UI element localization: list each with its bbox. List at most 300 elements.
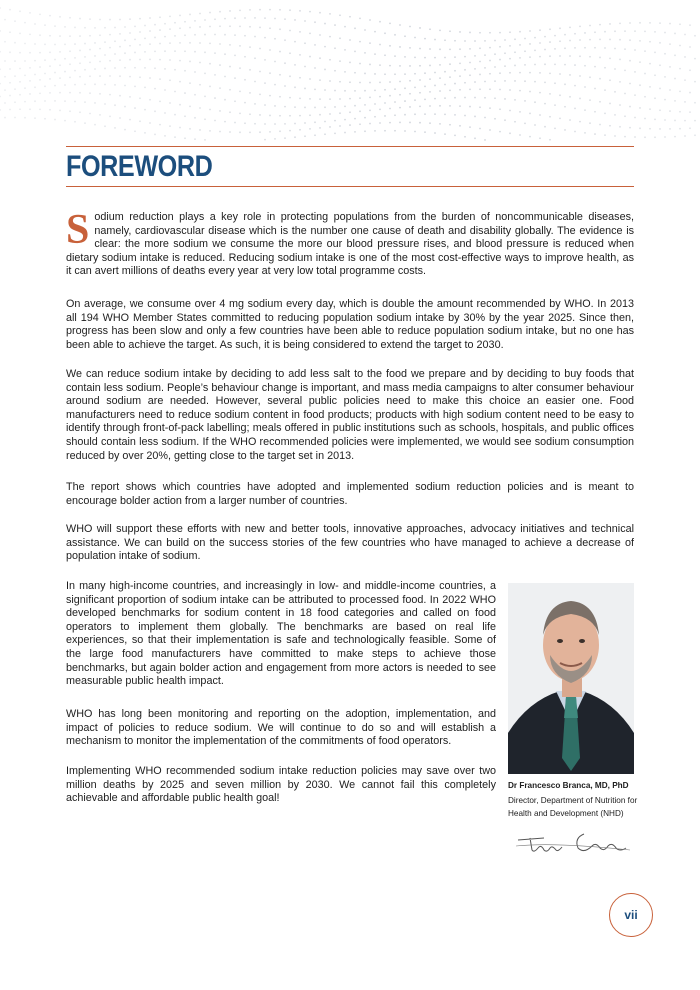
pattern-dot xyxy=(599,124,601,126)
pattern-dot xyxy=(499,32,501,34)
pattern-dot xyxy=(584,32,586,34)
pattern-dot xyxy=(694,120,696,122)
pattern-dot xyxy=(459,62,461,64)
pattern-dot xyxy=(129,76,131,78)
pattern-dot xyxy=(219,87,221,89)
pattern-dot xyxy=(284,85,286,87)
pattern-dot xyxy=(464,136,466,138)
pattern-dot xyxy=(429,105,431,107)
pattern-dot xyxy=(299,10,301,12)
pattern-dot xyxy=(524,122,526,124)
intro-paragraph xyxy=(66,207,634,279)
pattern-dot xyxy=(599,39,601,41)
pattern-dot xyxy=(489,60,491,62)
pattern-dot xyxy=(469,126,471,128)
pattern-dot xyxy=(589,122,591,124)
pattern-dot xyxy=(0,7,1,9)
pattern-dot xyxy=(684,56,686,58)
pattern-dot xyxy=(414,73,416,75)
heading-bottom-rule xyxy=(66,186,634,187)
pattern-dot xyxy=(334,132,336,134)
pattern-dot xyxy=(204,19,206,21)
pattern-dot xyxy=(169,15,171,17)
pattern-dot xyxy=(444,71,446,73)
pattern-dot xyxy=(424,38,426,40)
pattern-dot xyxy=(69,110,71,112)
pattern-dot xyxy=(194,71,196,73)
pattern-dot xyxy=(19,94,21,96)
pattern-dot xyxy=(349,124,351,126)
pattern-dot xyxy=(404,35,406,37)
pattern-dot xyxy=(184,115,186,117)
pattern-dot xyxy=(604,89,606,91)
pattern-dot xyxy=(164,135,166,137)
pattern-dot xyxy=(484,40,486,42)
pattern-dot xyxy=(504,65,506,67)
pattern-dot xyxy=(254,123,256,125)
pattern-dot xyxy=(24,60,26,62)
pattern-dot xyxy=(209,26,211,28)
pattern-dot xyxy=(444,57,446,59)
pattern-dot xyxy=(414,37,416,39)
pattern-dot xyxy=(614,114,616,116)
pattern-dot xyxy=(34,74,36,76)
pattern-dot xyxy=(244,56,246,58)
pattern-dot xyxy=(624,30,626,32)
pattern-dot xyxy=(229,131,231,133)
pattern-dot xyxy=(659,88,661,90)
pattern-dot xyxy=(159,29,161,31)
pattern-dot xyxy=(64,100,66,102)
pattern-dot xyxy=(689,24,691,26)
pattern-dot xyxy=(189,105,191,107)
pattern-dot xyxy=(214,18,216,20)
pattern-dot xyxy=(644,96,646,98)
pattern-dot xyxy=(354,27,356,29)
pattern-dot xyxy=(99,114,101,116)
pattern-dot xyxy=(199,107,201,109)
pattern-dot xyxy=(539,137,541,139)
pattern-dot xyxy=(274,61,276,63)
body-paragraph-3: The report shows which countries have adopted and implemented sodium reduction policies and is meant to encourage bolder action from a larger number of countries. xyxy=(66,481,634,507)
pattern-dot xyxy=(599,57,601,59)
pattern-dot xyxy=(524,38,526,40)
pattern-dot xyxy=(644,31,646,33)
pattern-dot xyxy=(44,24,46,26)
pattern-dot xyxy=(49,65,51,67)
pattern-dot xyxy=(659,22,661,24)
pattern-dot xyxy=(539,72,541,74)
pattern-dot xyxy=(139,97,141,99)
pattern-dot xyxy=(189,42,191,44)
pattern-dot xyxy=(384,115,386,117)
pattern-dot xyxy=(129,32,131,34)
pattern-dot xyxy=(144,51,146,53)
pattern-dot xyxy=(444,97,446,99)
pattern-dot xyxy=(514,99,516,101)
pattern-dot xyxy=(479,74,481,76)
pattern-dot xyxy=(289,115,291,117)
pattern-dot xyxy=(109,19,111,21)
pattern-dot xyxy=(409,106,411,108)
pattern-dot xyxy=(249,92,251,94)
pattern-dot xyxy=(624,48,626,50)
pattern-dot xyxy=(619,81,621,83)
pattern-dot xyxy=(544,81,546,83)
pattern-dot xyxy=(524,50,526,52)
heading-top-rule xyxy=(66,146,634,147)
pattern-dot xyxy=(689,127,691,129)
pattern-dot xyxy=(189,128,191,130)
pattern-dot xyxy=(494,118,496,120)
pattern-dot xyxy=(44,59,46,61)
pattern-dot xyxy=(164,112,166,114)
pattern-dot xyxy=(374,31,376,33)
pattern-dot xyxy=(114,40,116,42)
pattern-dot xyxy=(39,109,41,111)
pattern-dot xyxy=(114,104,116,106)
pattern-dot xyxy=(279,51,281,53)
pattern-dot xyxy=(264,82,266,84)
pattern-dot xyxy=(24,87,26,89)
pattern-dot xyxy=(194,117,196,119)
pattern-dot xyxy=(679,90,681,92)
pattern-dot xyxy=(414,86,416,88)
pattern-dot xyxy=(384,89,386,91)
pattern-dot xyxy=(669,43,671,45)
pattern-dot xyxy=(209,109,211,111)
pattern-dot xyxy=(184,92,186,94)
pattern-dot xyxy=(0,68,1,70)
pattern-dot xyxy=(489,47,491,49)
pattern-dot xyxy=(129,45,131,47)
pattern-dot xyxy=(259,48,261,50)
pattern-dot xyxy=(349,98,351,100)
page-title: FOREWORD xyxy=(66,150,213,183)
pattern-dot xyxy=(384,130,386,132)
pattern-dot xyxy=(484,139,486,141)
pattern-dot xyxy=(524,64,526,66)
pattern-dot xyxy=(334,24,336,26)
pattern-dot xyxy=(149,17,151,19)
pattern-dot xyxy=(134,107,136,109)
pattern-dot xyxy=(374,73,376,75)
pattern-dot xyxy=(439,123,441,125)
pattern-dot xyxy=(579,121,581,123)
pattern-dot xyxy=(209,86,211,88)
pattern-dot xyxy=(684,101,686,103)
pattern-dot xyxy=(74,84,76,86)
pattern-dot xyxy=(374,116,376,118)
pattern-dot xyxy=(124,106,126,108)
pattern-dot xyxy=(339,60,341,62)
pattern-dot xyxy=(369,97,371,99)
pattern-dot xyxy=(344,132,346,134)
pattern-dot xyxy=(479,88,481,90)
body-paragraph-5: In many high-income countries, and increasingly in low- and middle-income countries, a significant proportion of sodium intake can be attributed to processed food. In 2022 WHO developed benchmarks for sodium content in 18 food categories and called on food operators to implement them globally. The benchmarks are based on real life experiences, so that their implementation is safe and technologically feasible. Some of the large food manufacturers have committed to make steps to achieve those benchmarks, but again bolder action and engagement from more actors is needed to see measurable public health impact. xyxy=(66,580,496,688)
pattern-dot xyxy=(359,123,361,125)
pattern-dot xyxy=(644,73,646,75)
pattern-dot xyxy=(24,101,26,103)
pattern-dot xyxy=(529,91,531,93)
pattern-dot xyxy=(134,38,136,40)
pattern-dot xyxy=(404,87,406,89)
pattern-dot xyxy=(244,79,246,81)
pattern-dot xyxy=(194,20,196,22)
pattern-dot xyxy=(134,67,136,69)
pattern-dot xyxy=(579,98,581,100)
pattern-dot xyxy=(559,94,561,96)
pattern-dot xyxy=(389,108,391,110)
pattern-dot xyxy=(294,123,296,125)
pattern-dot xyxy=(399,24,401,26)
pattern-dot xyxy=(339,98,341,100)
pattern-dot xyxy=(604,31,606,33)
pattern-dot xyxy=(64,71,66,73)
pattern-dot xyxy=(549,72,551,74)
pattern-dot xyxy=(194,34,196,36)
pattern-dot xyxy=(219,43,221,45)
pattern-dot xyxy=(29,108,31,110)
pattern-dot xyxy=(519,72,521,74)
pattern-dot xyxy=(294,106,296,108)
pattern-dot xyxy=(634,49,636,51)
pattern-dot xyxy=(269,49,271,51)
pattern-dot xyxy=(59,16,61,18)
pattern-dot xyxy=(394,114,396,116)
pattern-dot xyxy=(309,56,311,58)
pattern-dot xyxy=(369,19,371,21)
pattern-dot xyxy=(649,63,651,65)
pattern-dot xyxy=(34,43,36,45)
pattern-dot xyxy=(274,105,276,107)
pattern-dot xyxy=(574,108,576,110)
pattern-dot xyxy=(634,136,636,138)
pattern-dot xyxy=(609,103,611,105)
pattern-dot xyxy=(404,56,406,58)
pattern-dot xyxy=(669,66,671,68)
pattern-dot xyxy=(294,19,296,21)
pattern-dot xyxy=(499,108,501,110)
pattern-dot xyxy=(59,92,61,94)
pattern-dot xyxy=(259,27,261,29)
pattern-dot xyxy=(94,83,96,85)
pattern-dot xyxy=(634,71,636,73)
pattern-dot xyxy=(79,35,81,37)
pattern-dot xyxy=(209,43,211,45)
pattern-dot xyxy=(409,65,411,67)
pattern-dot xyxy=(499,46,501,48)
pattern-dot xyxy=(609,125,611,127)
pattern-dot xyxy=(459,48,461,50)
pattern-dot xyxy=(204,139,206,141)
pattern-dot xyxy=(464,69,466,71)
pattern-dot xyxy=(229,10,231,12)
pattern-dot xyxy=(419,65,421,67)
pattern-dot xyxy=(339,125,341,127)
pattern-dot xyxy=(654,97,656,99)
pattern-dot xyxy=(139,120,141,122)
pattern-dot xyxy=(254,57,256,59)
pattern-dot xyxy=(209,130,211,132)
pattern-dot xyxy=(219,64,221,66)
pattern-dot xyxy=(94,124,96,126)
pattern-dot xyxy=(674,33,676,35)
pattern-dot xyxy=(239,9,241,11)
pattern-dot xyxy=(294,136,296,138)
pattern-dot xyxy=(334,70,336,72)
pattern-dot xyxy=(429,91,431,93)
pattern-dot xyxy=(369,109,371,111)
pattern-dot xyxy=(454,70,456,72)
pattern-dot xyxy=(119,75,121,77)
pattern-dot xyxy=(319,98,321,100)
pattern-dot xyxy=(14,101,16,103)
pattern-dot xyxy=(249,9,251,11)
pattern-dot xyxy=(14,88,16,90)
pattern-dot xyxy=(224,76,226,78)
pattern-dot xyxy=(384,102,386,104)
pattern-dot xyxy=(239,67,241,69)
pattern-dot xyxy=(564,129,566,131)
pattern-dot xyxy=(439,90,441,92)
pattern-dot xyxy=(389,22,391,24)
pattern-dot xyxy=(174,50,176,52)
pattern-dot xyxy=(564,64,566,66)
pattern-dot xyxy=(669,23,671,25)
pattern-dot xyxy=(184,21,186,23)
pattern-dot xyxy=(364,73,366,75)
pattern-dot xyxy=(554,127,556,129)
pattern-dot xyxy=(14,20,16,22)
pattern-dot xyxy=(89,49,91,51)
pattern-dot xyxy=(49,15,51,17)
pattern-dot xyxy=(499,131,501,133)
pattern-dot xyxy=(399,122,401,124)
pattern-dot xyxy=(514,80,516,82)
pattern-dot xyxy=(349,111,351,113)
body-paragraph-4: WHO will support these efforts with new and better tools, innovative approaches, advocacy initiatives and technical assistance. We can build on the success stories of the few countries who have managed to achieve a decrease of population intake of sodium. xyxy=(66,523,634,563)
pattern-dot xyxy=(0,96,1,98)
pattern-dot xyxy=(309,128,311,130)
pattern-dot xyxy=(559,40,561,42)
pattern-dot xyxy=(119,19,121,21)
pattern-dot xyxy=(379,44,381,46)
pattern-dot xyxy=(464,97,466,99)
pattern-dot xyxy=(479,47,481,49)
pattern-dot xyxy=(589,99,591,101)
pattern-dot xyxy=(264,123,266,125)
pattern-dot xyxy=(434,39,436,41)
pattern-dot xyxy=(514,65,516,67)
pattern-dot xyxy=(269,115,271,117)
pattern-dot xyxy=(584,132,586,134)
pattern-dot xyxy=(184,137,186,139)
pattern-dot xyxy=(219,131,221,133)
pattern-dot xyxy=(394,130,396,132)
pattern-dot xyxy=(364,52,366,54)
pattern-dot xyxy=(299,31,301,33)
pattern-dot xyxy=(189,14,191,16)
pattern-dot xyxy=(304,88,306,90)
pattern-dot xyxy=(279,130,281,132)
pattern-dot xyxy=(254,103,256,105)
pattern-dot xyxy=(489,32,491,34)
pattern-dot xyxy=(359,97,361,99)
pattern-dot xyxy=(319,34,321,36)
pattern-dot xyxy=(349,62,351,64)
pattern-dot xyxy=(654,74,656,76)
pattern-dot xyxy=(154,67,156,69)
pattern-dot xyxy=(509,132,511,134)
pattern-dot xyxy=(484,97,486,99)
pattern-dot xyxy=(629,22,631,24)
pattern-dot xyxy=(179,81,181,83)
pattern-dot xyxy=(69,50,71,52)
pattern-dot xyxy=(559,27,561,29)
pattern-dot xyxy=(19,81,21,83)
pattern-dot xyxy=(399,94,401,96)
pattern-dot xyxy=(24,43,26,45)
pattern-dot xyxy=(409,26,411,28)
pattern-dot xyxy=(539,114,541,116)
pattern-dot xyxy=(544,126,546,128)
pattern-dot xyxy=(249,69,251,71)
pattern-dot xyxy=(164,36,166,38)
pattern-dot xyxy=(584,109,586,111)
pattern-dot xyxy=(224,99,226,101)
pattern-dot xyxy=(19,33,21,35)
pattern-dot xyxy=(634,94,636,96)
pattern-dot xyxy=(304,20,306,22)
pattern-dot xyxy=(129,96,131,98)
pattern-dot xyxy=(449,105,451,107)
pattern-dot xyxy=(169,79,171,81)
pattern-dot xyxy=(544,63,546,65)
pattern-dot xyxy=(94,55,96,57)
pattern-dot xyxy=(419,92,421,94)
pattern-dot xyxy=(154,88,156,90)
pattern-dot xyxy=(279,74,281,76)
pattern-dot xyxy=(4,102,6,104)
pattern-dot xyxy=(164,50,166,52)
pattern-dot xyxy=(354,51,356,53)
pattern-dot xyxy=(409,80,411,82)
pattern-dot xyxy=(319,114,321,116)
pattern-dot xyxy=(649,108,651,110)
pattern-dot xyxy=(309,98,311,100)
pattern-dot xyxy=(189,82,191,84)
pattern-dot xyxy=(109,94,111,96)
pattern-dot xyxy=(404,100,406,102)
pattern-dot xyxy=(554,104,556,106)
pattern-dot xyxy=(379,21,381,23)
pattern-dot xyxy=(314,67,316,69)
pattern-dot xyxy=(269,9,271,11)
pattern-dot xyxy=(214,52,216,54)
pattern-dot xyxy=(129,59,131,61)
pattern-dot xyxy=(469,32,471,34)
pattern-dot xyxy=(409,122,411,124)
pattern-dot xyxy=(19,52,21,54)
pattern-dot xyxy=(489,73,491,75)
pattern-dot xyxy=(479,32,481,34)
pattern-dot xyxy=(4,41,6,43)
pattern-dot xyxy=(329,36,331,38)
pattern-dot xyxy=(29,93,31,95)
pattern-dot xyxy=(484,54,486,56)
pattern-dot xyxy=(54,100,56,102)
